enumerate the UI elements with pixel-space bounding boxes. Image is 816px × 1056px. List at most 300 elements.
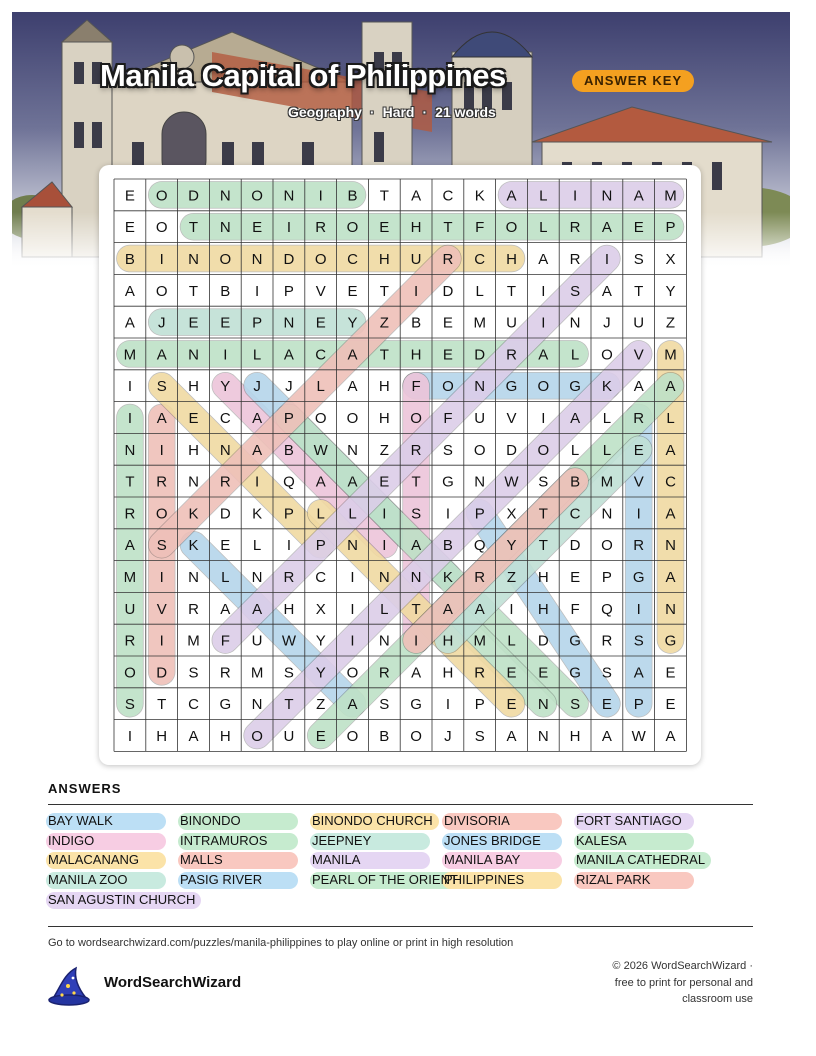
- grid-letter[interactable]: N: [219, 441, 231, 459]
- grid-letter[interactable]: T: [379, 282, 389, 300]
- grid-letter[interactable]: H: [442, 632, 454, 650]
- grid-letter[interactable]: L: [475, 282, 484, 300]
- grid-letter[interactable]: H: [569, 728, 581, 745]
- grid-letter[interactable]: S: [538, 473, 549, 491]
- grid-letter[interactable]: C: [315, 569, 327, 586]
- grid-letter[interactable]: I: [159, 632, 164, 650]
- grid-letter[interactable]: Y: [347, 314, 358, 332]
- grid-letter[interactable]: E: [601, 696, 612, 714]
- grid-letter[interactable]: T: [538, 505, 548, 523]
- grid-letter[interactable]: I: [636, 505, 641, 523]
- grid-letter[interactable]: A: [633, 378, 644, 396]
- grid-letter[interactable]: R: [219, 473, 231, 491]
- grid-letter[interactable]: G: [632, 569, 645, 586]
- grid-letter[interactable]: K: [252, 505, 263, 523]
- grid-letter[interactable]: V: [633, 346, 644, 364]
- grid-letter[interactable]: A: [347, 473, 358, 491]
- grid-letter[interactable]: N: [347, 441, 358, 459]
- grid-letter[interactable]: R: [156, 473, 168, 491]
- grid-letter[interactable]: T: [379, 187, 389, 205]
- grid-letter[interactable]: M: [123, 346, 137, 364]
- grid-letter[interactable]: L: [539, 187, 548, 205]
- grid-letter[interactable]: N: [219, 187, 231, 205]
- grid-letter[interactable]: W: [281, 632, 296, 650]
- grid-letter[interactable]: E: [315, 314, 326, 332]
- grid-letter[interactable]: O: [346, 219, 359, 237]
- grid-letter[interactable]: F: [570, 600, 580, 618]
- grid-letter[interactable]: F: [411, 378, 421, 396]
- grid-letter[interactable]: O: [346, 664, 359, 682]
- grid-letter[interactable]: C: [188, 696, 199, 714]
- grid-letter[interactable]: C: [474, 251, 486, 268]
- grid-letter[interactable]: E: [633, 441, 644, 459]
- grid-letter[interactable]: H: [188, 378, 199, 396]
- grid-letter[interactable]: N: [188, 251, 199, 268]
- grid-letter[interactable]: P: [283, 505, 294, 523]
- grid-letter[interactable]: U: [506, 314, 517, 332]
- grid-letter[interactable]: I: [127, 378, 132, 396]
- grid-letter[interactable]: V: [506, 410, 517, 427]
- grid-letter[interactable]: T: [443, 219, 453, 237]
- grid-letter[interactable]: M: [250, 664, 264, 682]
- grid-letter[interactable]: A: [506, 187, 517, 205]
- grid-letter[interactable]: W: [504, 473, 519, 491]
- grid-letter[interactable]: J: [157, 314, 166, 332]
- grid-letter[interactable]: A: [220, 600, 231, 618]
- grid-letter[interactable]: D: [442, 282, 454, 300]
- grid-letter[interactable]: U: [283, 728, 295, 745]
- grid-letter[interactable]: H: [378, 251, 390, 268]
- grid-letter[interactable]: C: [665, 473, 676, 491]
- grid-letter[interactable]: A: [156, 410, 167, 427]
- grid-letter[interactable]: X: [506, 505, 517, 523]
- grid-letter[interactable]: W: [313, 441, 328, 459]
- grid-letter[interactable]: R: [219, 664, 231, 682]
- grid-letter[interactable]: N: [188, 473, 199, 491]
- grid-letter[interactable]: E: [379, 219, 390, 237]
- grid-letter[interactable]: P: [633, 696, 644, 714]
- grid-letter[interactable]: I: [350, 632, 355, 650]
- grid-letter[interactable]: D: [506, 441, 517, 459]
- grid-letter[interactable]: E: [315, 728, 326, 745]
- grid-letter[interactable]: O: [155, 505, 168, 523]
- grid-letter[interactable]: E: [124, 219, 135, 237]
- grid-letter[interactable]: S: [156, 537, 167, 555]
- grid-letter[interactable]: A: [474, 600, 485, 618]
- grid-letter[interactable]: E: [379, 473, 390, 491]
- grid-letter[interactable]: A: [601, 282, 612, 300]
- grid-letter[interactable]: A: [601, 728, 612, 745]
- grid-letter[interactable]: K: [474, 187, 485, 205]
- grid-letter[interactable]: N: [378, 569, 390, 586]
- grid-letter[interactable]: N: [188, 346, 199, 364]
- grid-letter[interactable]: L: [570, 441, 580, 459]
- grid-letter[interactable]: I: [223, 346, 228, 364]
- grid-letter[interactable]: Y: [220, 378, 231, 396]
- grid-letter[interactable]: I: [350, 569, 355, 586]
- grid-letter[interactable]: H: [537, 569, 549, 586]
- grid-letter[interactable]: I: [414, 632, 419, 650]
- grid-letter[interactable]: P: [474, 696, 485, 714]
- grid-letter[interactable]: L: [507, 632, 516, 650]
- grid-letter[interactable]: T: [411, 600, 421, 618]
- grid-letter[interactable]: D: [569, 537, 581, 555]
- grid-letter[interactable]: U: [633, 314, 645, 332]
- grid-letter[interactable]: I: [636, 600, 641, 618]
- grid-letter[interactable]: C: [569, 505, 581, 523]
- grid-letter[interactable]: B: [442, 537, 453, 555]
- grid-letter[interactable]: A: [252, 410, 263, 427]
- grid-letter[interactable]: I: [286, 219, 291, 237]
- grid-letter[interactable]: I: [318, 187, 323, 205]
- grid-letter[interactable]: S: [124, 696, 135, 714]
- grid-letter[interactable]: S: [188, 664, 199, 682]
- grid-letter[interactable]: E: [665, 696, 676, 714]
- grid-letter[interactable]: A: [538, 251, 549, 268]
- grid-letter[interactable]: H: [410, 219, 422, 237]
- grid-letter[interactable]: K: [188, 537, 199, 555]
- grid-letter[interactable]: U: [251, 632, 263, 650]
- grid-letter[interactable]: U: [124, 600, 136, 618]
- grid-letter[interactable]: R: [124, 505, 136, 523]
- grid-letter[interactable]: H: [410, 346, 422, 364]
- grid-letter[interactable]: G: [664, 632, 677, 650]
- grid-letter[interactable]: J: [603, 314, 611, 332]
- grid-letter[interactable]: U: [410, 251, 422, 268]
- grid-letter[interactable]: T: [379, 346, 389, 364]
- grid-letter[interactable]: O: [124, 664, 136, 682]
- grid-letter[interactable]: B: [570, 473, 581, 491]
- grid-letter[interactable]: O: [410, 728, 422, 745]
- grid-letter[interactable]: N: [665, 537, 676, 555]
- grid-letter[interactable]: P: [665, 219, 676, 237]
- grid-letter[interactable]: A: [411, 537, 422, 555]
- grid-letter[interactable]: O: [601, 537, 613, 555]
- grid-letter[interactable]: Q: [601, 600, 613, 618]
- grid-letter[interactable]: S: [633, 632, 644, 650]
- grid-letter[interactable]: D: [474, 346, 486, 364]
- grid-letter[interactable]: B: [411, 314, 422, 332]
- grid-letter[interactable]: B: [347, 187, 358, 205]
- grid-letter[interactable]: N: [601, 187, 613, 205]
- grid-letter[interactable]: E: [570, 569, 581, 586]
- grid-letter[interactable]: H: [537, 600, 549, 618]
- grid-letter[interactable]: A: [315, 473, 326, 491]
- grid-letter[interactable]: L: [539, 219, 548, 237]
- grid-letter[interactable]: T: [411, 473, 421, 491]
- grid-letter[interactable]: A: [252, 441, 263, 459]
- grid-letter[interactable]: O: [219, 251, 232, 268]
- grid-letter[interactable]: R: [378, 664, 390, 682]
- grid-letter[interactable]: T: [188, 219, 199, 237]
- grid-letter[interactable]: N: [378, 632, 390, 650]
- grid-letter[interactable]: T: [284, 696, 294, 714]
- grid-letter[interactable]: P: [474, 505, 485, 523]
- grid-letter[interactable]: N: [251, 251, 263, 268]
- grid-letter[interactable]: L: [348, 505, 357, 523]
- grid-letter[interactable]: R: [124, 632, 136, 650]
- grid-letter[interactable]: I: [350, 600, 355, 618]
- grid-letter[interactable]: L: [602, 441, 612, 459]
- grid-letter[interactable]: A: [283, 346, 294, 364]
- grid-letter[interactable]: G: [505, 378, 518, 396]
- grid-letter[interactable]: H: [378, 410, 390, 427]
- grid-letter[interactable]: E: [188, 314, 199, 332]
- grid-letter[interactable]: I: [255, 282, 260, 300]
- grid-letter[interactable]: G: [410, 696, 422, 714]
- grid-letter[interactable]: A: [506, 728, 517, 745]
- grid-letter[interactable]: S: [283, 664, 294, 682]
- grid-letter[interactable]: N: [474, 473, 486, 491]
- grid-letter[interactable]: V: [156, 600, 167, 618]
- grid-letter[interactable]: R: [410, 441, 422, 459]
- grid-letter[interactable]: Z: [665, 314, 676, 332]
- grid-letter[interactable]: P: [283, 410, 294, 427]
- grid-letter[interactable]: O: [155, 219, 168, 237]
- grid-letter[interactable]: E: [442, 314, 453, 332]
- grid-letter[interactable]: I: [127, 728, 132, 745]
- grid-letter[interactable]: S: [379, 696, 390, 714]
- grid-letter[interactable]: C: [315, 346, 327, 364]
- grid-letter[interactable]: R: [283, 569, 295, 586]
- grid-letter[interactable]: A: [570, 410, 581, 427]
- grid-letter[interactable]: L: [252, 537, 262, 555]
- grid-letter[interactable]: L: [316, 378, 325, 396]
- grid-letter[interactable]: R: [506, 346, 517, 364]
- grid-letter[interactable]: B: [283, 441, 294, 459]
- grid-letter[interactable]: A: [633, 187, 644, 205]
- grid-letter[interactable]: I: [509, 600, 514, 618]
- grid-letter[interactable]: H: [283, 600, 295, 618]
- grid-letter[interactable]: J: [444, 728, 452, 745]
- grid-letter[interactable]: S: [570, 696, 581, 714]
- grid-letter[interactable]: E: [538, 664, 549, 682]
- grid-letter[interactable]: G: [569, 664, 581, 682]
- grid-letter[interactable]: I: [255, 473, 260, 491]
- grid-letter[interactable]: A: [411, 187, 422, 205]
- grid-letter[interactable]: A: [188, 728, 199, 745]
- grid-letter[interactable]: T: [188, 282, 199, 300]
- grid-letter[interactable]: O: [442, 378, 454, 396]
- grid-letter[interactable]: E: [347, 282, 358, 300]
- grid-letter[interactable]: E: [124, 187, 135, 205]
- grid-letter[interactable]: N: [474, 378, 486, 396]
- grid-letter[interactable]: T: [506, 282, 517, 300]
- grid-letter[interactable]: Y: [315, 632, 326, 650]
- grid-letter[interactable]: S: [601, 664, 612, 682]
- grid-letter[interactable]: R: [569, 251, 581, 268]
- grid-letter[interactable]: I: [159, 441, 164, 459]
- grid-letter[interactable]: L: [380, 600, 389, 618]
- grid-letter[interactable]: A: [124, 314, 135, 332]
- grid-letter[interactable]: O: [155, 187, 168, 205]
- grid-letter[interactable]: M: [664, 187, 677, 205]
- grid-letter[interactable]: M: [473, 632, 486, 650]
- grid-letter[interactable]: J: [285, 378, 293, 396]
- grid-letter[interactable]: D: [156, 664, 168, 682]
- grid-letter[interactable]: I: [127, 410, 132, 427]
- grid-letter[interactable]: I: [286, 537, 291, 555]
- grid-letter[interactable]: C: [347, 251, 358, 268]
- grid-letter[interactable]: G: [569, 632, 581, 650]
- grid-letter[interactable]: O: [410, 410, 422, 427]
- grid-letter[interactable]: P: [315, 537, 326, 555]
- grid-letter[interactable]: A: [665, 505, 676, 523]
- grid-letter[interactable]: L: [316, 505, 325, 523]
- grid-letter[interactable]: E: [506, 696, 517, 714]
- grid-letter[interactable]: E: [220, 314, 231, 332]
- grid-letter[interactable]: O: [251, 728, 263, 745]
- grid-letter[interactable]: C: [442, 187, 454, 205]
- grid-letter[interactable]: X: [315, 600, 326, 618]
- grid-letter[interactable]: R: [474, 569, 486, 586]
- grid-letter[interactable]: L: [570, 346, 580, 364]
- grid-letter[interactable]: T: [157, 696, 167, 714]
- grid-letter[interactable]: N: [251, 569, 263, 586]
- grid-letter[interactable]: A: [347, 696, 358, 714]
- grid-letter[interactable]: R: [442, 251, 454, 268]
- grid-letter[interactable]: Q: [473, 537, 486, 555]
- grid-letter[interactable]: O: [346, 410, 359, 427]
- grid-letter[interactable]: H: [378, 378, 390, 396]
- grid-letter[interactable]: M: [600, 473, 614, 491]
- grid-letter[interactable]: A: [538, 346, 549, 364]
- grid-letter[interactable]: A: [347, 346, 358, 364]
- grid-letter[interactable]: M: [187, 632, 200, 650]
- grid-letter[interactable]: A: [665, 378, 676, 396]
- grid-letter[interactable]: I: [382, 537, 387, 555]
- grid-letter[interactable]: A: [665, 569, 676, 586]
- grid-letter[interactable]: I: [445, 696, 450, 714]
- grid-letter[interactable]: N: [665, 600, 676, 618]
- grid-letter[interactable]: N: [188, 569, 199, 586]
- grid-letter[interactable]: Z: [379, 314, 389, 332]
- grid-letter[interactable]: N: [601, 505, 613, 523]
- grid-letter[interactable]: Z: [316, 696, 326, 714]
- grid-letter[interactable]: N: [347, 537, 358, 555]
- grid-letter[interactable]: P: [252, 314, 263, 332]
- grid-letter[interactable]: O: [251, 187, 263, 205]
- grid-letter[interactable]: R: [315, 219, 327, 237]
- grid-letter[interactable]: B: [220, 282, 231, 300]
- grid-letter[interactable]: P: [601, 569, 612, 586]
- grid-letter[interactable]: E: [442, 346, 453, 364]
- grid-letter[interactable]: M: [473, 314, 486, 332]
- grid-letter[interactable]: O: [537, 441, 550, 459]
- grid-letter[interactable]: R: [633, 537, 645, 555]
- grid-letter[interactable]: I: [541, 314, 546, 332]
- grid-letter[interactable]: I: [573, 187, 578, 205]
- grid-letter[interactable]: S: [570, 282, 581, 300]
- grid-letter[interactable]: E: [220, 537, 231, 555]
- grid-letter[interactable]: D: [283, 251, 295, 268]
- grid-letter[interactable]: V: [315, 282, 326, 300]
- grid-letter[interactable]: I: [541, 282, 546, 300]
- grid-letter[interactable]: H: [442, 664, 454, 682]
- grid-letter[interactable]: R: [188, 600, 199, 618]
- grid-letter[interactable]: B: [124, 251, 135, 268]
- grid-letter[interactable]: G: [442, 473, 454, 491]
- grid-letter[interactable]: I: [414, 282, 419, 300]
- grid-letter[interactable]: S: [442, 441, 453, 459]
- grid-letter[interactable]: H: [188, 441, 199, 459]
- grid-letter[interactable]: R: [633, 410, 645, 427]
- grid-letter[interactable]: A: [124, 282, 135, 300]
- grid-letter[interactable]: O: [537, 378, 550, 396]
- grid-letter[interactable]: F: [220, 632, 230, 650]
- grid-letter[interactable]: D: [537, 632, 549, 650]
- grid-letter[interactable]: E: [506, 664, 517, 682]
- grid-letter[interactable]: T: [538, 537, 548, 555]
- grid-letter[interactable]: O: [314, 251, 327, 268]
- grid-letter[interactable]: A: [665, 728, 676, 745]
- grid-letter[interactable]: H: [156, 728, 168, 745]
- grid-letter[interactable]: G: [219, 696, 232, 714]
- grid-letter[interactable]: A: [601, 219, 612, 237]
- grid-letter[interactable]: A: [124, 537, 135, 555]
- grid-letter[interactable]: W: [631, 728, 646, 745]
- grid-letter[interactable]: I: [541, 410, 546, 427]
- grid-letter[interactable]: L: [221, 569, 230, 586]
- grid-letter[interactable]: M: [123, 569, 137, 586]
- grid-letter[interactable]: N: [124, 441, 136, 459]
- grid-letter[interactable]: K: [601, 378, 612, 396]
- grid-letter[interactable]: R: [601, 632, 613, 650]
- grid-letter[interactable]: B: [379, 728, 390, 745]
- grid-letter[interactable]: Y: [315, 664, 326, 682]
- grid-letter[interactable]: A: [411, 664, 422, 682]
- grid-letter[interactable]: N: [537, 728, 549, 745]
- grid-letter[interactable]: I: [159, 569, 164, 586]
- grid-letter[interactable]: A: [156, 346, 167, 364]
- grid-letter[interactable]: K: [442, 569, 453, 586]
- grid-letter[interactable]: A: [252, 600, 263, 618]
- grid-letter[interactable]: A: [347, 378, 358, 396]
- grid-letter[interactable]: E: [188, 410, 199, 427]
- grid-letter[interactable]: S: [633, 251, 644, 268]
- grid-letter[interactable]: P: [283, 282, 294, 300]
- grid-letter[interactable]: L: [666, 410, 675, 427]
- grid-letter[interactable]: S: [474, 728, 485, 745]
- grid-letter[interactable]: D: [219, 505, 231, 523]
- grid-letter[interactable]: N: [283, 187, 295, 205]
- grid-letter[interactable]: V: [633, 473, 644, 491]
- grid-letter[interactable]: X: [665, 251, 676, 268]
- grid-letter[interactable]: Z: [379, 441, 389, 459]
- grid-letter[interactable]: C: [219, 410, 231, 427]
- grid-letter[interactable]: O: [314, 410, 327, 427]
- grid-letter[interactable]: T: [634, 282, 644, 300]
- brand-name[interactable]: WordSearchWizard: [104, 974, 242, 991]
- grid-letter[interactable]: I: [445, 505, 450, 523]
- grid-letter[interactable]: U: [474, 410, 486, 427]
- grid-letter[interactable]: A: [665, 441, 676, 459]
- grid-letter[interactable]: I: [159, 251, 164, 268]
- grid-letter[interactable]: H: [219, 728, 231, 745]
- grid-letter[interactable]: L: [602, 410, 612, 427]
- grid-letter[interactable]: H: [506, 251, 517, 268]
- grid-letter[interactable]: E: [252, 219, 263, 237]
- grid-letter[interactable]: A: [633, 664, 644, 682]
- grid-letter[interactable]: S: [156, 378, 167, 396]
- grid-letter[interactable]: Y: [665, 282, 676, 300]
- grid-letter[interactable]: N: [569, 314, 581, 332]
- grid-letter[interactable]: S: [411, 505, 422, 523]
- grid-letter[interactable]: E: [633, 219, 644, 237]
- grid-letter[interactable]: R: [474, 664, 486, 682]
- grid-letter[interactable]: O: [346, 728, 359, 745]
- grid-letter[interactable]: G: [569, 378, 581, 396]
